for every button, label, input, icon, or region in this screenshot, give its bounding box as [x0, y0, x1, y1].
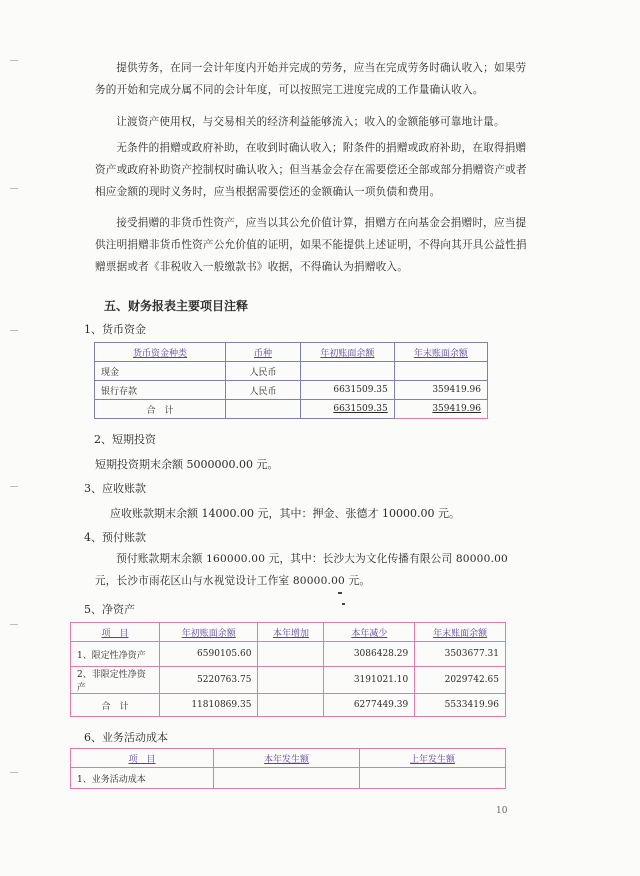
s2-text: 短期投资期末余额 5000000.00 元。 — [95, 458, 279, 471]
net-cell: 2、非限定性净资产 — [71, 667, 160, 694]
s4-title: 4、预付账款 — [84, 531, 146, 544]
cash-header-type: 货币资金种类 — [95, 343, 226, 362]
cash-total-label: 合 计 — [95, 400, 226, 419]
table-row — [71, 768, 506, 789]
s2-title: 2、短期投资 — [94, 433, 156, 446]
table-row — [95, 362, 488, 381]
cost-cell: 1、业务活动成本 — [71, 768, 214, 789]
net-cell: 3086428.29 — [324, 642, 415, 667]
margin-mark — [10, 486, 18, 487]
paragraph-noncash-donations: 接受捐赠的非货币性资产，应当以其公允价值计算，捐赠方在向基金会捐赠时，应当提供注明捐赠非货币性资产公允价值的证明，如果不能提供上述证明，不得向其开具公益性捐赠票据或者《非税收入一般缴款书》收据，不得确认为捐赠收入。 — [95, 217, 527, 273]
s4-text: 预付账款期末余额 160000.00 元，其中：长沙大为文化传播有限公司 80000.00 元，长沙市雨花区山与水视觉设计工作室 80000.00 元。 — [95, 553, 508, 587]
margin-mark — [10, 188, 18, 189]
cash-cell — [226, 400, 301, 419]
cash-cell: 人民币 — [226, 381, 301, 400]
cash-cell: 6631509.35 — [301, 381, 395, 400]
cash-cell: 银行存款 — [95, 381, 226, 400]
net-cell — [258, 694, 324, 717]
cost-header-current: 本年发生额 — [214, 749, 360, 768]
cost-cell — [360, 768, 506, 789]
net-cell: 3191021.10 — [324, 667, 415, 694]
net-cell — [258, 667, 324, 694]
net-total-label: 合 计 — [71, 694, 160, 717]
net-cell — [258, 642, 324, 667]
s3-text: 应收账款期末余额 14000.00 元，其中：押金、张德才 10000.00 元。 — [110, 507, 460, 520]
table-row — [95, 400, 488, 419]
cash-total-opening: 6631509.35 — [301, 400, 395, 419]
scan-speck — [338, 592, 342, 594]
margin-mark — [10, 772, 18, 773]
scan-speck — [342, 603, 345, 605]
cash-cell: 人民币 — [226, 362, 301, 381]
cash-cell — [301, 362, 395, 381]
margin-mark — [10, 60, 18, 61]
margin-mark — [10, 624, 18, 625]
cash-cell — [394, 362, 487, 381]
s1-title: 1、货币资金 — [84, 323, 146, 336]
paragraph-asset-use: 让渡资产使用权，与交易相关的经济利益能够流入；收入的金额能够可靠地计量。 — [116, 116, 505, 128]
net-cell: 11810869.35 — [160, 694, 258, 717]
net-cell: 6590105.60 — [160, 642, 258, 667]
cash-table — [94, 342, 488, 419]
activity-cost-table — [70, 748, 506, 789]
net-cell: 5220763.75 — [160, 667, 258, 694]
net-header-closing: 年末账面余额 — [415, 623, 506, 642]
table-row — [71, 642, 506, 667]
table-row — [71, 694, 506, 717]
net-cell: 1、限定性净资产 — [71, 642, 160, 667]
net-assets-table — [70, 622, 506, 717]
paragraph-services: 提供劳务，在同一会计年度内开始并完成的劳务，应当在完成劳务时确认收入；如果劳务的开始和完成分属不同的会计年度，可以按照完工进度完成的工作量确认收入。 — [95, 62, 527, 96]
cash-cell: 现金 — [95, 362, 226, 381]
table-row — [71, 667, 506, 694]
paragraph-donations: 无条件的捐赠或政府补助，在收到时确认收入；附条件的捐赠或政府补助，在取得捐赠资产或政府补助资产控制权时确认收入；但当基金会存在需要偿还全部或部分捐赠资产或者相应金额的现时义务时，应当根据需要偿还的金额确认一项负债和费用。 — [95, 142, 527, 198]
cash-header-currency: 币种 — [226, 343, 301, 362]
net-header-increase: 本年增加 — [258, 623, 324, 642]
cost-header-previous: 上年发生额 — [360, 749, 506, 768]
section-title: 五、财务报表主要项目注释 — [104, 299, 249, 313]
net-header-decrease: 本年减少 — [324, 623, 415, 642]
cash-header-opening: 年初账面余额 — [301, 343, 395, 362]
s6-title: 6、业务活动成本 — [84, 731, 168, 744]
net-cell: 2029742.65 — [415, 667, 506, 694]
cash-cell: 359419.96 — [394, 381, 487, 400]
net-header-opening: 年初账面余额 — [160, 623, 258, 642]
net-cell: 3503677.31 — [415, 642, 506, 667]
page-number: 10 — [496, 806, 508, 816]
s3-title: 3、应收账款 — [84, 482, 146, 495]
s5-title: 5、净资产 — [84, 603, 135, 616]
net-cell: 5533419.96 — [415, 694, 506, 717]
cash-total-closing: 359419.96 — [394, 400, 487, 419]
net-header-item: 项 目 — [71, 623, 160, 642]
net-cell: 6277449.39 — [324, 694, 415, 717]
cost-cell — [214, 768, 360, 789]
cash-header-closing: 年末账面余额 — [394, 343, 487, 362]
margin-mark — [10, 330, 18, 331]
cost-header-item: 项 目 — [71, 749, 214, 768]
table-row — [95, 381, 488, 400]
